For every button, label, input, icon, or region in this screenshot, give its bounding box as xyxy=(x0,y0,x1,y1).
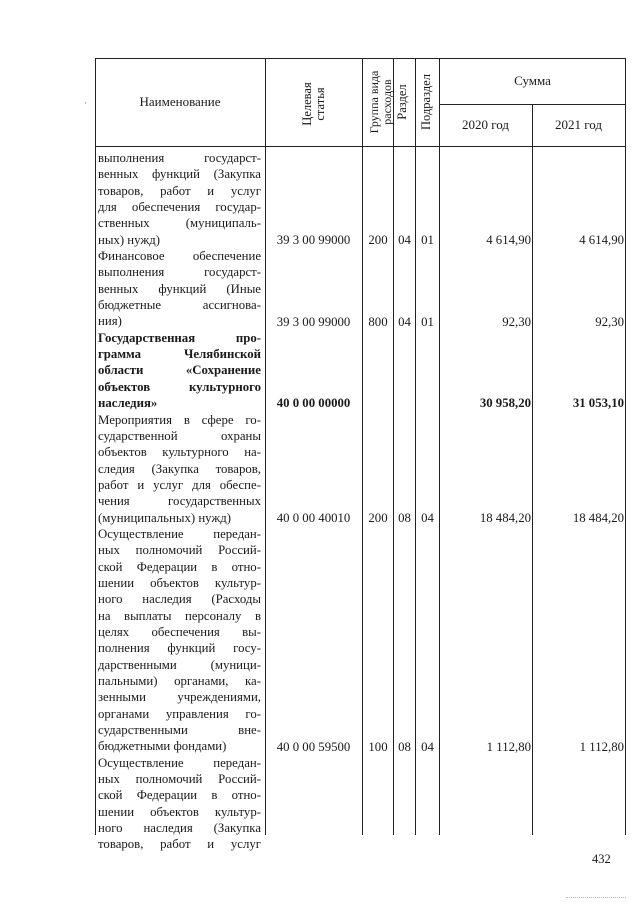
name-word: объектов xyxy=(98,379,151,394)
name-line xyxy=(98,787,261,803)
name-word: функций xyxy=(152,167,200,182)
sum-2021: 92,30 xyxy=(595,314,624,329)
name-word: на- xyxy=(244,445,261,460)
header-sum: Сумма xyxy=(514,73,551,88)
name-word: работ xyxy=(160,183,191,198)
name-word: услуг xyxy=(153,477,184,492)
name-word: ных xyxy=(98,543,120,558)
name-word: в xyxy=(211,788,218,803)
name-line-text: ных) нужд) xyxy=(98,232,160,247)
name-word: полномочий xyxy=(135,543,203,558)
name-word: дарственными xyxy=(98,657,177,672)
sum-2020: 92,30 xyxy=(502,314,531,329)
name-word: Россий- xyxy=(218,772,261,787)
name-word: вне- xyxy=(238,723,261,738)
name-word: объектов xyxy=(150,575,199,590)
name-word: го- xyxy=(245,706,261,721)
subsection-code: 01 xyxy=(421,314,434,329)
name-word: обеспечение xyxy=(192,249,261,264)
name-line xyxy=(98,281,261,297)
sum-2020: 18 484,20 xyxy=(479,510,531,525)
name-line-text: наследия» xyxy=(98,396,158,411)
name-line xyxy=(98,542,261,558)
name-word: Федерации xyxy=(136,559,198,574)
name-word: объектов xyxy=(98,445,147,460)
name-word: культурного xyxy=(188,379,261,394)
name-word: го- xyxy=(245,412,261,427)
name-line xyxy=(98,559,261,575)
name-word: обеспечения xyxy=(151,624,220,639)
name-word: товаров, xyxy=(98,837,144,852)
name-line xyxy=(98,199,261,215)
name-word: Федерации xyxy=(136,788,198,803)
name-word: государственных xyxy=(168,494,261,509)
target-code: 39 3 00 99000 xyxy=(276,232,351,247)
name-word: Финансовое xyxy=(98,249,165,264)
name-word: венных xyxy=(98,167,139,182)
name-line xyxy=(98,412,261,428)
name-word: Государственная xyxy=(98,330,196,345)
sum-2021: 31 053,10 xyxy=(572,396,624,411)
name-word: и xyxy=(207,837,215,852)
name-word: Мероприятия xyxy=(98,412,172,427)
name-word: госу- xyxy=(233,641,261,656)
name-word: (Закупка xyxy=(213,167,261,182)
name-word: ного xyxy=(98,592,123,607)
name-line xyxy=(98,313,261,329)
name-word: (Закупка xyxy=(213,821,261,836)
name-line xyxy=(98,722,261,738)
name-word: целях xyxy=(98,624,130,639)
name-word: культур- xyxy=(214,804,261,819)
name-line xyxy=(98,428,261,444)
name-line xyxy=(98,395,261,411)
sum-2021: 4 614,90 xyxy=(579,232,624,247)
name-word: для xyxy=(98,200,117,215)
name-word: работ xyxy=(160,837,191,852)
group-code: 800 xyxy=(368,314,388,329)
name-word: передан- xyxy=(213,526,261,541)
name-word: ного xyxy=(98,821,123,836)
name-word: товаров, xyxy=(215,461,261,476)
name-word: государст- xyxy=(204,151,261,165)
name-line xyxy=(98,673,261,689)
name-word: выполнения xyxy=(98,265,165,280)
name-word: отно- xyxy=(231,559,261,574)
name-line xyxy=(98,575,261,591)
name-word: вы- xyxy=(242,624,261,639)
column-divider xyxy=(265,58,266,835)
name-line xyxy=(98,510,261,526)
budget-table xyxy=(95,58,626,852)
name-line xyxy=(98,657,261,673)
name-word: и xyxy=(137,477,145,492)
name-word: в xyxy=(183,412,190,427)
name-word: полнения xyxy=(98,641,150,656)
name-word: пальными) xyxy=(98,674,158,688)
name-word: на xyxy=(98,608,111,623)
target-code: 40 0 00 00000 xyxy=(276,396,351,411)
name-line xyxy=(98,608,261,624)
target-code: 40 0 00 40010 xyxy=(276,510,351,525)
name-line xyxy=(98,689,261,705)
name-word: для xyxy=(192,477,211,492)
name-word: работ xyxy=(98,477,129,492)
subsection-code: 01 xyxy=(421,232,434,247)
name-word: (Расходы xyxy=(211,592,261,607)
table-border-left xyxy=(95,58,96,835)
target-code: 40 0 00 59500 xyxy=(276,739,351,754)
column-divider xyxy=(415,58,416,835)
page-number: 432 xyxy=(592,852,611,866)
header-bottom-line xyxy=(95,146,626,147)
name-word: обеспечения xyxy=(131,200,201,215)
name-line xyxy=(98,330,261,346)
name-line xyxy=(98,346,261,362)
name-word: функций xyxy=(167,641,216,656)
name-word: (муниципаль- xyxy=(185,216,261,231)
name-word: наследия xyxy=(143,821,193,836)
name-line xyxy=(98,526,261,542)
name-line-text: бюджетными фондами) xyxy=(98,739,227,754)
name-word: персоналу xyxy=(184,608,242,623)
name-word: ской xyxy=(98,788,123,803)
header-subsection: Подраздел xyxy=(419,74,433,130)
name-word: Челябинской xyxy=(184,347,261,362)
header-section: Раздел xyxy=(395,84,409,120)
name-word: и xyxy=(207,183,215,198)
header-group: Группа вида расходов xyxy=(367,70,394,134)
name-line-text: ния) xyxy=(98,314,122,329)
name-word: культур- xyxy=(214,575,261,590)
name-line xyxy=(98,836,261,852)
section-code: 08 xyxy=(398,510,411,525)
column-divider xyxy=(362,58,363,835)
name-line xyxy=(98,297,261,313)
name-word: ассигнова- xyxy=(202,298,261,313)
name-word: управления xyxy=(165,706,229,721)
name-word: Россий- xyxy=(218,543,261,558)
name-word: услуг xyxy=(230,183,261,198)
name-word: функций xyxy=(158,281,207,296)
name-word: услуг xyxy=(230,837,261,852)
margin-mark: · xyxy=(84,98,87,108)
name-word: ской xyxy=(98,559,123,574)
sum-2021: 1 112,80 xyxy=(579,739,624,754)
name-word: обеспе- xyxy=(219,477,261,492)
name-word: объектов xyxy=(150,804,199,819)
group-code: 100 xyxy=(368,739,388,754)
name-word: ных xyxy=(98,772,120,787)
name-word: зенными xyxy=(98,690,146,705)
name-line xyxy=(98,264,261,280)
name-line xyxy=(98,624,261,640)
name-word: культурного xyxy=(162,445,229,460)
name-word: сфере xyxy=(201,412,234,427)
name-line xyxy=(98,755,261,771)
name-line xyxy=(98,477,261,493)
name-line xyxy=(98,215,261,231)
name-word: ка- xyxy=(245,674,261,688)
section-code: 04 xyxy=(398,232,411,247)
subsection-code: 04 xyxy=(421,739,434,754)
name-word: охраны xyxy=(220,428,261,443)
name-word: органами xyxy=(98,706,150,721)
name-word: про- xyxy=(235,330,261,345)
group-code: 200 xyxy=(368,510,388,525)
name-column xyxy=(98,150,261,853)
name-word: государст- xyxy=(204,265,261,280)
name-word: (Закупка xyxy=(151,461,199,476)
name-line xyxy=(98,820,261,836)
name-word: шении xyxy=(98,575,135,590)
sum-2021: 18 484,20 xyxy=(572,510,624,525)
group-code: 200 xyxy=(368,232,388,247)
name-word: товаров, xyxy=(98,183,144,198)
name-word: наследия xyxy=(142,592,192,607)
name-line xyxy=(98,150,261,166)
column-divider xyxy=(439,58,440,835)
sum-2020: 1 112,80 xyxy=(486,739,531,754)
name-line xyxy=(98,444,261,460)
header-year-2021: 2021 год xyxy=(555,117,602,132)
name-word: «Сохранение xyxy=(185,363,261,378)
name-word: бюджетные xyxy=(98,298,162,313)
name-line xyxy=(98,591,261,607)
name-line xyxy=(98,738,261,754)
name-word: передан- xyxy=(213,755,261,770)
name-word: в xyxy=(254,608,261,623)
name-word: области xyxy=(98,363,144,378)
sum-2020: 30 958,20 xyxy=(479,396,531,411)
name-line xyxy=(98,706,261,722)
name-word: Осуществление xyxy=(98,755,184,770)
name-line xyxy=(98,248,261,264)
header-target: Целевая статья xyxy=(300,82,327,126)
name-word: (муници- xyxy=(210,657,261,672)
name-word: сударственными xyxy=(98,723,188,738)
name-word: учреждениями, xyxy=(177,690,261,705)
name-line xyxy=(98,493,261,509)
name-word: чения xyxy=(98,494,130,509)
name-word: сударственной xyxy=(98,428,178,443)
header-name: Наименование xyxy=(139,94,221,109)
name-line xyxy=(98,379,261,395)
name-word: грамма xyxy=(98,347,142,362)
name-line xyxy=(98,232,261,248)
section-code: 04 xyxy=(398,314,411,329)
column-divider xyxy=(393,58,394,835)
name-line xyxy=(98,362,261,378)
column-divider xyxy=(532,104,533,835)
subsection-code: 04 xyxy=(421,510,434,525)
name-line xyxy=(98,166,261,182)
name-word: следия xyxy=(98,461,135,476)
footer-decoration xyxy=(566,897,626,899)
name-word: полномочий xyxy=(135,772,203,787)
name-line xyxy=(98,804,261,820)
name-word: выполнения xyxy=(98,151,165,165)
name-line-text: (муниципальных) нужд) xyxy=(98,510,232,525)
name-word: (Иные xyxy=(226,281,261,296)
target-code: 39 3 00 99000 xyxy=(276,314,351,329)
name-word: ственных xyxy=(98,216,150,231)
name-word: в xyxy=(211,559,218,574)
name-word: Осуществление xyxy=(98,526,184,541)
name-line xyxy=(98,461,261,477)
name-word: органами, xyxy=(174,674,229,688)
header-year-2020: 2020 год xyxy=(462,117,509,132)
name-word: государ- xyxy=(215,200,261,215)
name-word: выплаты xyxy=(124,608,172,623)
name-line xyxy=(98,183,261,199)
name-line xyxy=(98,640,261,656)
name-line xyxy=(98,771,261,787)
name-word: шении xyxy=(98,804,135,819)
name-word: венных xyxy=(98,281,139,296)
table-border-right xyxy=(625,58,626,835)
name-word: отно- xyxy=(231,788,261,803)
section-code: 08 xyxy=(398,739,411,754)
sum-2020: 4 614,90 xyxy=(486,232,531,247)
